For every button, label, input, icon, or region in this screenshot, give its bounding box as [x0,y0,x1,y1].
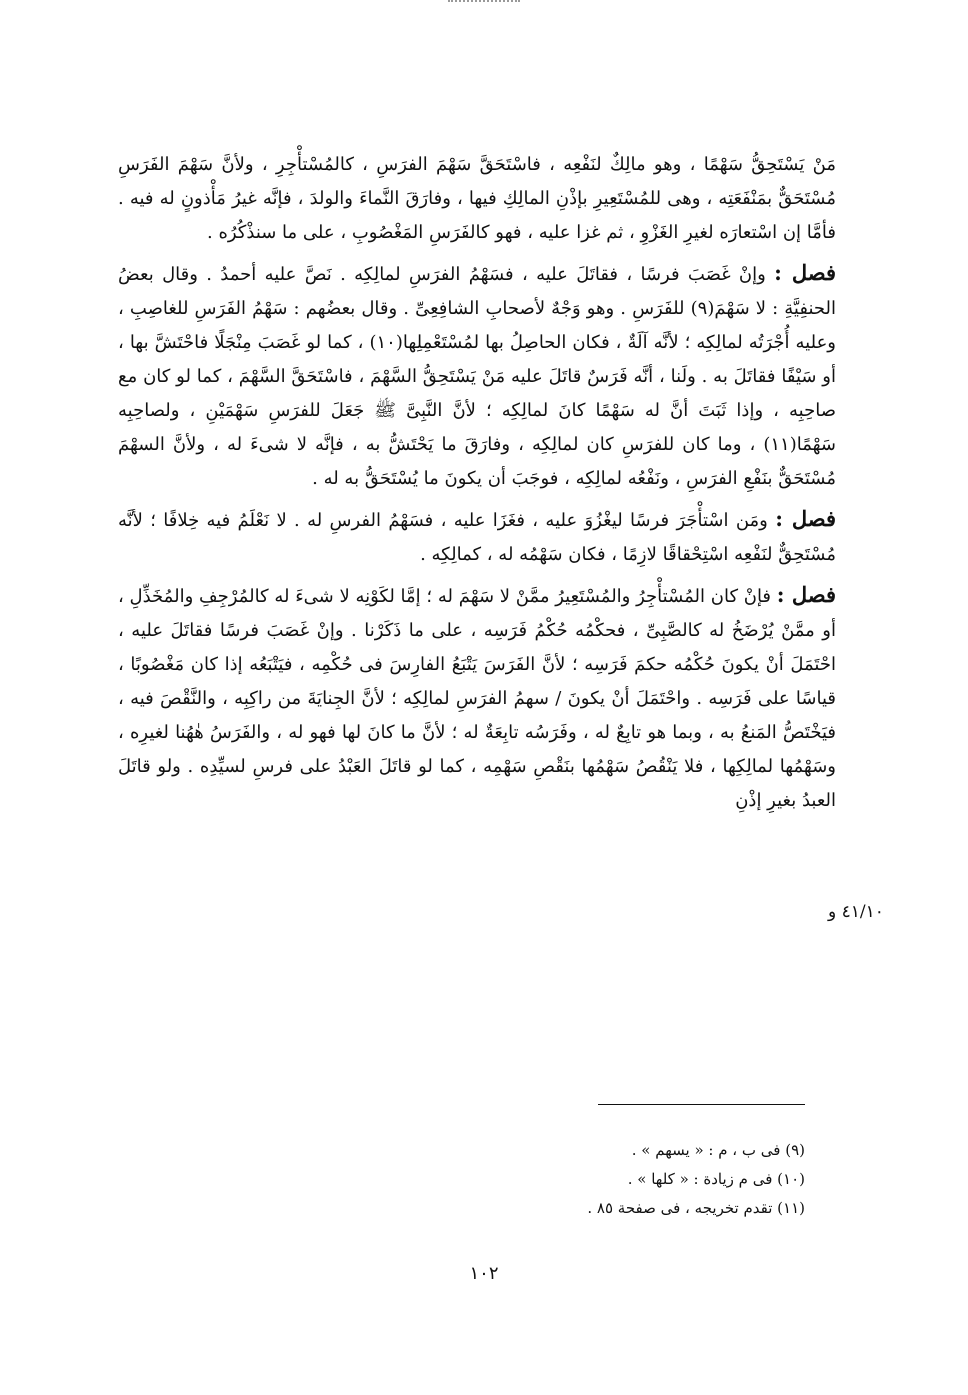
page-number: ١٠٢ [469,1263,499,1284]
paragraph-text: ومَن اسْتأْجَرَ فرسًا ليغْزُوَ عليه ، فغَزَا عليه ، فسَهْمُ الفرسِ له . لا نَعْلَمُ فيه خِلافًا ؛ لأنَّه مُسْتَحِقٌّ لنَفْعِه اسْتِحْقاقًا لازِمًا ، فكان سَهْمُه له ، كمالِكِه . [118,510,836,565]
top-edge-mark [448,0,520,4]
manuscript-folio-note: ٤١/١٠ و [828,902,884,922]
paragraph-1 [118,148,836,250]
section-label: فصل : [774,260,836,285]
section-label: فصل : [776,582,836,607]
paragraph-text: فإنْ كان المُسْتأْجِرُ والمُسْتَعِيرُ ممَّنْ لا سَهْمَ له ؛ إمَّا لكَوْنِه لا شىءَ له كالمُرْجِفِ والمُخَذِّلِ ، أو ممَّنْ يُرْضَخُ له كالصَّبِىِّ ، فحكْمُه حُكْمُ فَرَسِه ، على ما ذَكَرْنا . وإنْ غَصَبَ فرسًا فقاتَلَ عليه ، احْتَمَلَ أنْ يكونَ حُكْمُه حكمَ فَرَسِه ؛ لأنَّ الفَرَسَ يَتْبَعُ الفارِسَ فى حُكْمِه ، فيَتْبَعُه إذا كان مَغْصُوبًا ، قياسًا على فَرَسِه . واحْتَمَلَ أنْ يكونَ / سهمُ الفرَسِ لمالِكِه ؛ لأنَّ الجِنايَةَ من راكِبِه ، والنَّقْصَ فيه ، فيَخْتَصُّ المَنعُ به ، وبما هو تابِعٌ له ، وفَرَسُه تابِعَةٌ له ؛ لأنَّ ما كانَ لها فهو له ، والفَرَسُ هٰهُنا لغيرِه ، وسَهْمُها لمالِكِها ، فلا يَنْقُصُ سَهْمُها بنَقْصِ سَهْمِه ، كما لو قاتَلَ العَبْدُ على فرسِ لسيِّدِه . ولو قاتَلَ العبدُ بغيرِ إذْنِ [118,586,836,811]
footnote-separator [598,1104,805,1105]
footnote-10: (١٠) فى م زيادة : « كلها » . [627,1170,805,1188]
paragraph-4 [118,578,836,818]
main-text [118,148,836,818]
footnote-9: (٩) فى ب ، م : « يسهم » . [631,1141,805,1159]
paragraph-3 [118,502,836,572]
section-label: فصل : [775,506,836,531]
footnotes [500,1136,805,1223]
paragraph-text: وإنْ غَصَبَ فرسًا ، فقاتَلَ عليه ، فسَهْمُ الفرَسِ لمالِكِه . نَصَّ عليه أحمدُ . وقال بعضُ الحنفِيَّةِ : لا سَهْمَ(٩) للفَرَسِ . وهو وَجْهٌ لأصحابِ الشافِعِىِّ . وقال بعضُهم : سَهْمُ الفَرَسِ للغاصِبِ ، وعليه أُجْرَتُه لمالِكِه ؛ لأنَّه آلَةٌ ، فكان الحاصِلُ بها لمُسْتَعْمِلِها(١٠) ، كما لو غَصَبَ مِنْجَلًا فاحْتَشَّ بها ، أو سَيْفًا فقاتَلَ به . ولَنا ، أنَّه فَرَسٌ قاتَلَ عليه مَنْ يَسْتَحِقُّ السَّهْمَ ، فاسْتَحَقَّ السَّهْمَ ، كما لو كان مع صاحِبِه ، وإذا ثَبَتَ أنَّ له سَهْمًا كانَ لمالِكِه ؛ لأنَّ النَّبِىَّ ﷺ جَعَلَ للفرَسِ سَهْمَيْنِ ، ولصاحِبِه سَهْمًا(١١) ، وما كان للفرَسِ كان لمالِكِه ، وفارَقَ ما يَحْتَشُّ به ، فإنَّه لا شىءَ له ، ولأنَّ السهْمَ مُسْتَحَقٌّ بنَفْعِ الفرَسِ ، ونَفْعُه لمالِكِه ، فوجَبَ أن يكونَ ما يُسْتَحَقُّ به له . [118,264,836,489]
footnote-11: (١١) تقدم تخريجه ، فى صفحة ٨٥ . [587,1199,805,1217]
paragraph-text: مَنْ يَسْتَحِقُّ سَهْمًا ، وهو مالِكٌ لنَفْعِه ، فاسْتَحَقَّ سَهْمَ الفرَسِ ، كالمُسْتأْجِرِ ، ولأنَّ سَهْمَ الفَرَسِ مُسْتَحَقٌّ بمَنْفَعَتِه ، وهى للمُسْتَعِيرِ بإذْنِ المالِكِ فيها ، وفارَقَ النَّماءَ والولدَ ، فإنَّه غيرُ مَأْذونٍ له فيه . فأمَّا إن اسْتعارَه لغيرِ الغَزْوِ ، ثم غزا عليه ، فهو كالفَرَسِ المَغْصُوبِ ، على ما سنذْكُرُه . [118,154,836,243]
paragraph-2 [118,256,836,496]
